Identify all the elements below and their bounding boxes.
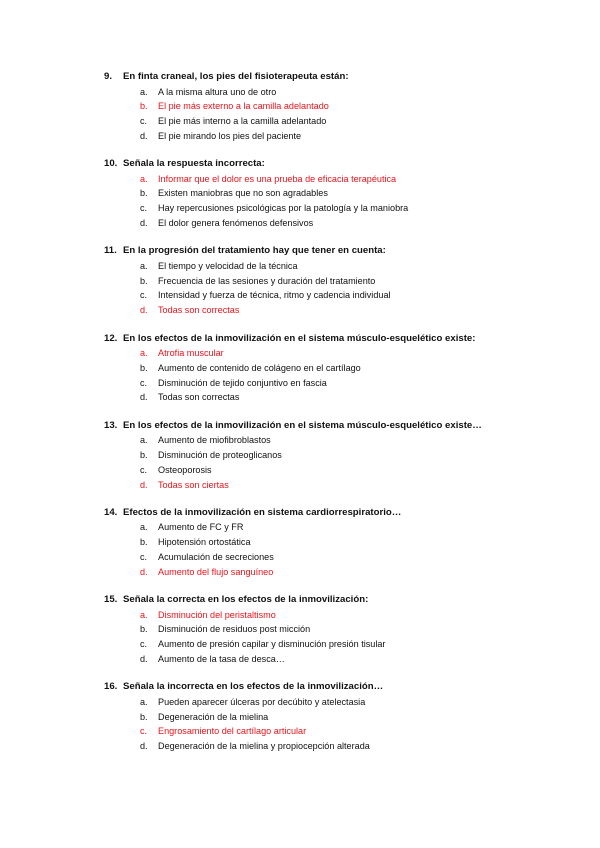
answer-option xyxy=(0,114,600,129)
question-number: 14. xyxy=(104,506,118,518)
question-block xyxy=(0,506,600,580)
answer-option xyxy=(0,652,600,667)
option-letter: a. xyxy=(140,435,148,446)
option-letter: c. xyxy=(140,726,148,737)
answer-option-correct xyxy=(0,303,600,318)
question-block xyxy=(0,593,600,667)
answer-option xyxy=(0,376,600,391)
option-letter: b. xyxy=(140,450,148,461)
option-text: A la misma altura uno de otro xyxy=(158,86,277,97)
answer-option-correct xyxy=(0,346,600,361)
question-block xyxy=(0,70,600,144)
question-text: En la progresión del tratamiento hay que tener en cuenta: xyxy=(123,245,386,257)
question-text: En los efectos de la inmovilización en el sistema músculo-esquelético existe: xyxy=(123,332,476,344)
option-letter: a. xyxy=(140,696,148,707)
question-number: 16. xyxy=(104,681,118,693)
answer-option xyxy=(0,274,600,289)
question-text: Señala la respuesta incorrecta: xyxy=(123,158,265,170)
option-text: Osteoporosis xyxy=(158,464,212,475)
option-letter: d. xyxy=(140,654,148,665)
answer-option-correct xyxy=(0,565,600,580)
option-text: Informar que el dolor es una prueba de eficacia terapéutica xyxy=(158,173,397,184)
answer-option xyxy=(0,186,600,201)
answer-option xyxy=(0,85,600,100)
option-letter: c. xyxy=(140,552,148,563)
question-line xyxy=(0,244,600,259)
answer-option xyxy=(0,201,600,216)
answer-option xyxy=(0,448,600,463)
option-letter: c. xyxy=(140,203,148,214)
option-letter: a. xyxy=(140,86,148,97)
option-letter: b. xyxy=(140,624,148,635)
answer-option-correct xyxy=(0,478,600,493)
option-letter: d. xyxy=(140,392,148,403)
option-letter: b. xyxy=(140,711,148,722)
option-text: Todas son ciertas xyxy=(158,479,229,490)
option-text: El pie más interno a la camilla adelantado xyxy=(158,116,327,127)
option-text: Acumulación de secreciones xyxy=(158,552,274,563)
option-letter: d. xyxy=(140,130,148,141)
option-letter: b. xyxy=(140,362,148,373)
answer-option xyxy=(0,695,600,710)
answer-option xyxy=(0,739,600,754)
answer-option xyxy=(0,288,600,303)
option-text: Disminución de tejido conjuntivo en fascia xyxy=(158,377,327,388)
answer-option xyxy=(0,390,600,405)
question-block xyxy=(0,332,600,406)
option-letter: c. xyxy=(140,464,148,475)
answer-option-correct xyxy=(0,724,600,739)
question-line xyxy=(0,593,600,608)
option-letter: c. xyxy=(140,377,148,388)
answer-option xyxy=(0,622,600,637)
answer-option-correct xyxy=(0,99,600,114)
option-text: Disminución de residuos post micción xyxy=(158,624,311,635)
option-letter: b. xyxy=(140,537,148,548)
answer-option xyxy=(0,535,600,550)
question-block xyxy=(0,157,600,231)
question-text: Señala la incorrecta en los efectos de la inmovilización… xyxy=(123,681,384,693)
option-text: Frecuencia de las sesiones y duración del tratamiento xyxy=(158,275,376,286)
option-letter: d. xyxy=(140,566,148,577)
option-letter: b. xyxy=(140,188,148,199)
answer-option xyxy=(0,259,600,274)
question-line xyxy=(0,506,600,521)
answer-option xyxy=(0,433,600,448)
question-number: 12. xyxy=(104,332,118,344)
option-letter: a. xyxy=(140,348,148,359)
option-letter: d. xyxy=(140,218,148,229)
question-line xyxy=(0,70,600,85)
answer-option xyxy=(0,710,600,725)
question-block xyxy=(0,680,600,754)
option-text: Aumento del flujo sanguíneo xyxy=(158,566,274,577)
option-text: Disminución de proteoglicanos xyxy=(158,450,282,461)
option-letter: a. xyxy=(140,173,148,184)
answer-option xyxy=(0,637,600,652)
option-letter: d. xyxy=(140,305,148,316)
option-letter: c. xyxy=(140,290,148,301)
question-block xyxy=(0,419,600,493)
option-letter: b. xyxy=(140,101,148,112)
answer-option xyxy=(0,520,600,535)
option-text: Degeneración de la mielina y propiocepción alterada xyxy=(158,741,370,752)
answer-option xyxy=(0,463,600,478)
option-text: Aumento de la tasa de desca… xyxy=(158,654,285,665)
option-text: Pueden aparecer úlceras por decúbito y atelectasia xyxy=(158,696,366,707)
option-text: El pie mirando los pies del paciente xyxy=(158,130,302,141)
question-line xyxy=(0,157,600,172)
option-text: Aumento de miofibroblastos xyxy=(158,435,271,446)
option-letter: c. xyxy=(140,639,148,650)
option-text: El tiempo y velocidad de la técnica xyxy=(158,260,298,271)
option-text: El pie más externo a la camilla adelantado xyxy=(158,101,329,112)
option-text: Existen maniobras que no son agradables xyxy=(158,188,328,199)
option-letter: d. xyxy=(140,479,148,490)
option-text: Todas son correctas xyxy=(158,392,240,403)
question-block xyxy=(0,244,600,318)
question-number: 13. xyxy=(104,419,118,431)
answer-option xyxy=(0,361,600,376)
question-list xyxy=(0,70,600,768)
option-text: Atrofia muscular xyxy=(158,348,224,359)
option-text: Degeneración de la mielina xyxy=(158,711,269,722)
option-text: Aumento de presión capilar y disminución presión tisular xyxy=(158,639,386,650)
question-text: Señala la correcta en los efectos de la inmovilización: xyxy=(123,594,369,606)
option-letter: a. xyxy=(140,609,148,620)
question-number: 10. xyxy=(104,158,118,170)
answer-option xyxy=(0,550,600,565)
option-letter: d. xyxy=(140,741,148,752)
option-text: El dolor genera fenómenos defensivos xyxy=(158,218,314,229)
answer-option xyxy=(0,216,600,231)
question-line xyxy=(0,419,600,434)
question-number: 11. xyxy=(104,245,117,257)
option-text: Aumento de FC y FR xyxy=(158,522,244,533)
answer-option xyxy=(0,129,600,144)
question-number: 15. xyxy=(104,594,118,606)
option-text: Aumento de contenido de colágeno en el cartílago xyxy=(158,362,361,373)
option-text: Todas son correctas xyxy=(158,305,240,316)
question-text: En los efectos de la inmovilización en el sistema músculo-esquelético existe… xyxy=(123,419,482,431)
option-text: Disminución del peristaltismo xyxy=(158,609,276,620)
question-number: 9. xyxy=(104,71,113,82)
answer-option-correct xyxy=(0,172,600,187)
question-text: Efectos de la inmovilización en sistema cardiorrespiratorio… xyxy=(123,506,402,518)
option-text: Engrosamiento del cartílago articular xyxy=(158,726,307,737)
option-text: Hay repercusiones psicológicas por la patología y la maniobra xyxy=(158,203,409,214)
option-text: Intensidad y fuerza de técnica, ritmo y cadencia individual xyxy=(158,290,391,301)
option-text: Hipotensión ortostática xyxy=(158,537,251,548)
option-letter: c. xyxy=(140,116,148,127)
option-letter: a. xyxy=(140,522,148,533)
answer-option-correct xyxy=(0,608,600,623)
question-line xyxy=(0,680,600,695)
question-line xyxy=(0,332,600,347)
option-letter: b. xyxy=(140,275,148,286)
option-letter: a. xyxy=(140,260,148,271)
question-text: En finta craneal, los pies del fisioterapeuta están: xyxy=(123,71,349,82)
